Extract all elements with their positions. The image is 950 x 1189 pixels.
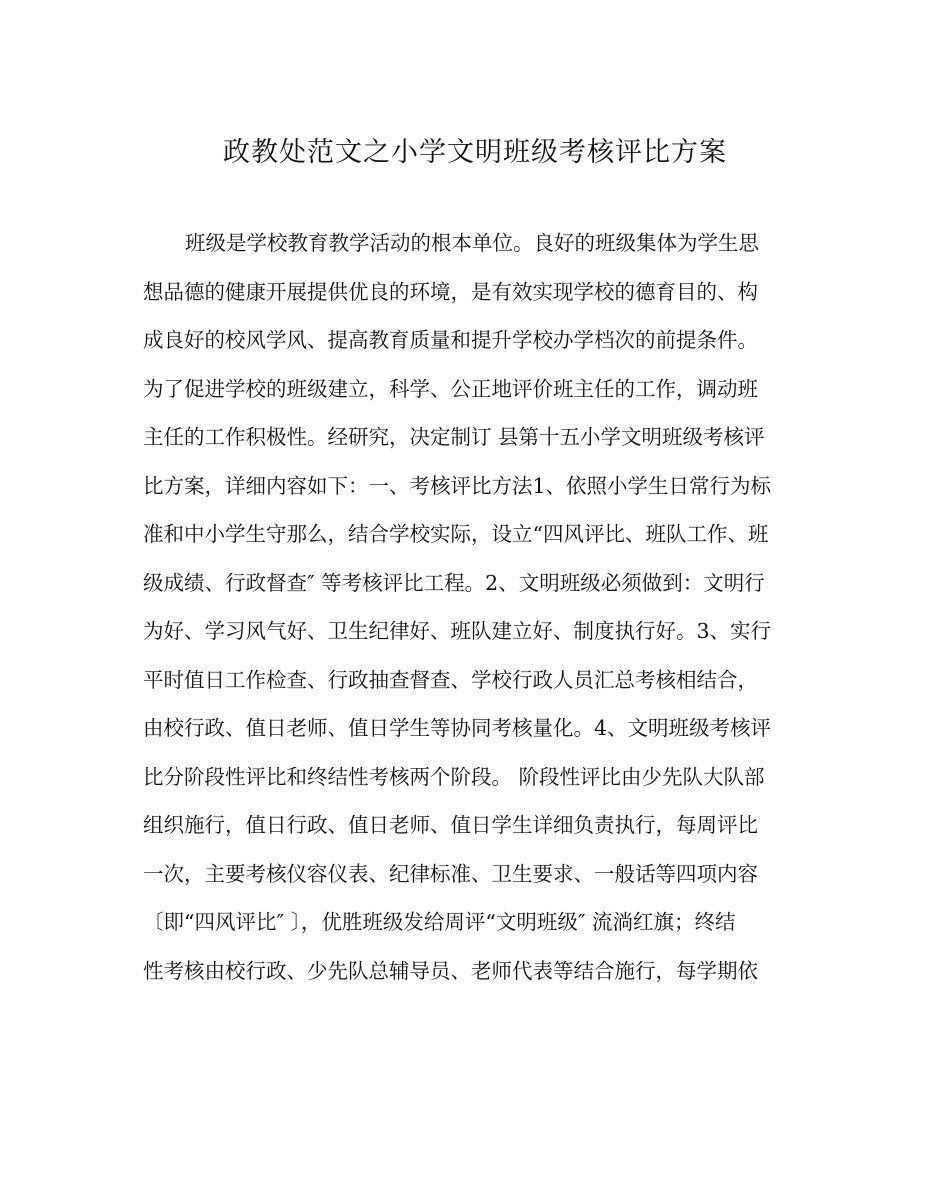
paragraph-line: 想品德的健康开展提供优良的环境，是有效实现学校的德育目的、构 <box>143 279 758 304</box>
paragraph-line: 一次，主要考核仪容仪表、纪律标准、卫生要求、一般话等四项内容 <box>143 861 758 886</box>
paragraph-line: 班级是学校教育教学活动的根本单位。良好的班级集体为学生思 <box>185 231 759 255</box>
paragraph-line: 准和中小学生守那么，结合学校实际，设立“四风评比、班队工作、班 <box>143 522 769 546</box>
paragraph-line: 组织施行，值日行政、值日老师、值日学生详细负责执行，每周评比 <box>143 813 758 837</box>
paragraph-line: 〔即“四风评比″ 〕，优胜班级发给周评“文明班级″ 流淌红旗；终结 <box>143 910 736 934</box>
paragraph-line: 由校行政、值日老师、值日学生等协同考核量化。4、文明班级考核评 <box>143 716 772 740</box>
paragraph-line: 级成绩、行政督查″ 等考核评比工程。2、文明班级必须做到：文明行 <box>143 570 765 595</box>
paragraph-line: 比方案，详细内容如下：一、考核评比方法1、依照小学生日常行为标 <box>143 473 772 498</box>
paragraph-line: 性考核由校行政、少先队总辅导员、老师代表等结合施行，每学期依 <box>143 958 758 983</box>
paragraph-line: 为了促进学校的班级建立，科学、公正地评价班主任的工作，调动班 <box>143 376 758 401</box>
paragraph-line: 主任的工作积极性。经研究，决定制订 县第十五小学文明班级考核评 <box>143 425 765 449</box>
paragraph-line: 平时值日工作检查、行政抽查督查、学校行政人员汇总考核相结合， <box>143 667 758 692</box>
document-title: 政教处范文之小学文明班级考核评比方案 <box>223 137 727 168</box>
paragraph-line: 比分阶段性评比和终结性考核两个阶段。 阶段性评比由少先队大队部 <box>143 764 765 789</box>
document-body <box>143 219 823 995</box>
paragraph-line: 为好、学习风气好、卫生纪律好、班队建立好、制度执行好。3、实行 <box>143 619 772 643</box>
paragraph-line: 成良好的校风学风、提高教育质量和提升学校办学档次的前提条件。 <box>143 328 758 352</box>
